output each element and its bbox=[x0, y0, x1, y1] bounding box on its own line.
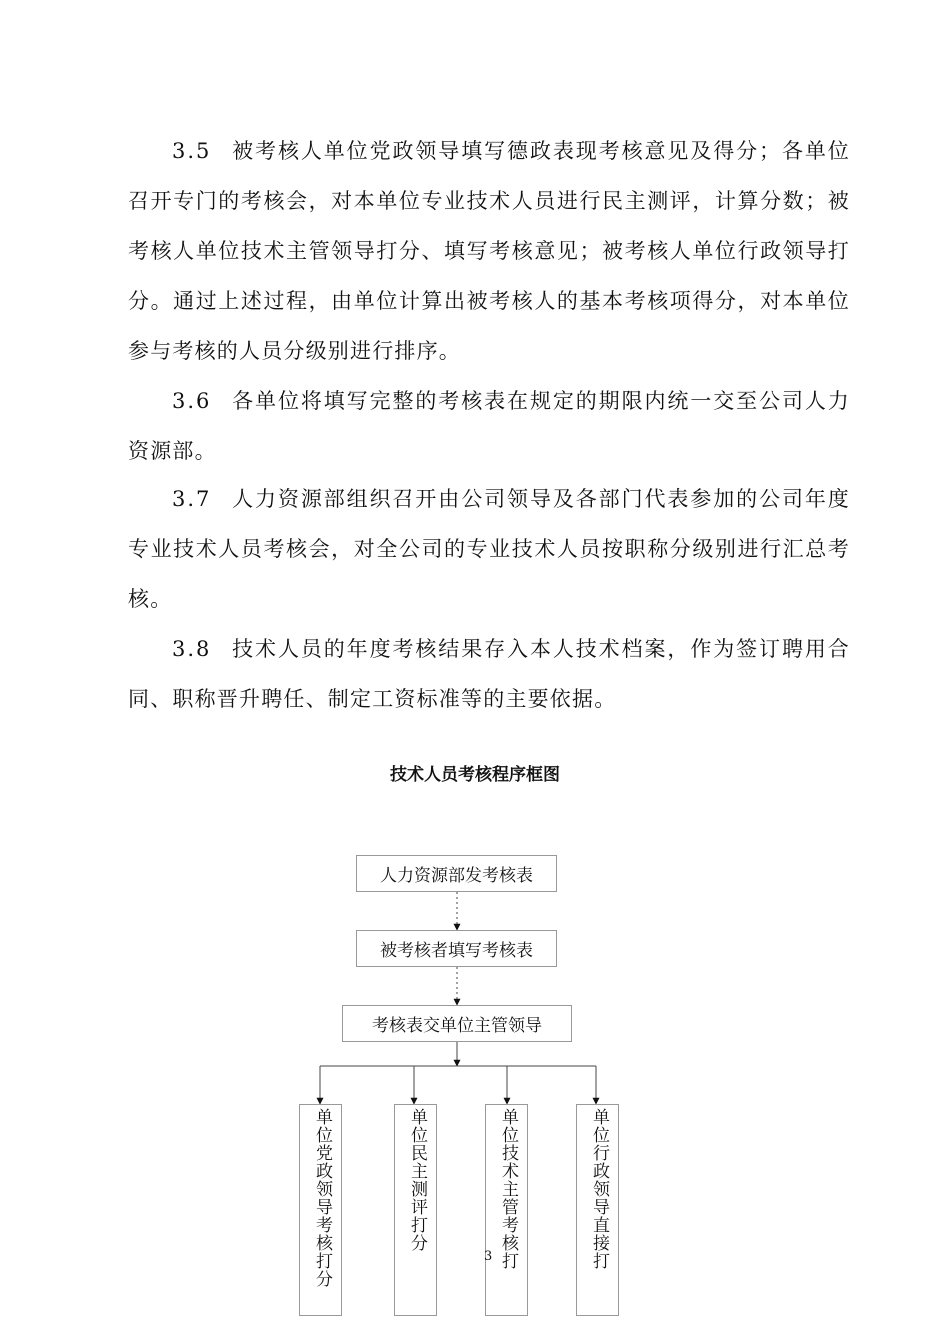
clause-number: 3.8 bbox=[172, 637, 212, 661]
clause-text: 各单位将填写完整的考核表在规定的期限内统一交至公司人力资源部。 bbox=[128, 389, 850, 463]
clause-text: 人力资源部组织召开由公司领导及各部门代表参加的公司年度专业技术人员考核会，对全公司的专业技术人员按职称分级别进行汇总考核。 bbox=[128, 487, 850, 611]
clause-number: 3.5 bbox=[172, 139, 212, 163]
branch-technical-supervisor-score: 单位技术主管考核打 bbox=[485, 1104, 528, 1316]
step-fill-form: 被考核者填写考核表 bbox=[356, 930, 557, 967]
page-number: 3 bbox=[484, 1249, 493, 1264]
clause-number: 3.7 bbox=[172, 487, 212, 511]
clause-number: 3.6 bbox=[172, 389, 212, 413]
clause-text: 技术人员的年度考核结果存入本人技术档案，作为签订聘用合同、职称晋升聘任、制定工资标准等的主要依据。 bbox=[128, 637, 850, 711]
clause-text: 被考核人单位党政领导填写德政表现考核意见及得分；各单位召开专门的考核会，对本单位专业技术人员进行民主测评，计算分数；被考核人单位技术主管领导打分、填写考核意见；被考核人单位行政领导打分。通过上述过程，由单位计算出被考核人的基本考核项得分，对本单位参与考核的人员分级别进行排序。 bbox=[128, 139, 850, 363]
flowchart-title: 技术人员考核程序框图 bbox=[390, 765, 560, 785]
branch-party-leader-score: 单位党政领导考核打分 bbox=[299, 1104, 342, 1316]
step-hr-issue-form: 人力资源部发考核表 bbox=[356, 855, 557, 892]
step-submit-to-supervisor: 考核表交单位主管领导 bbox=[342, 1005, 572, 1042]
branch-admin-leader-score: 单位行政领导直接打 bbox=[576, 1104, 619, 1316]
branch-democratic-evaluation: 单位民主测评打分 bbox=[394, 1104, 437, 1316]
